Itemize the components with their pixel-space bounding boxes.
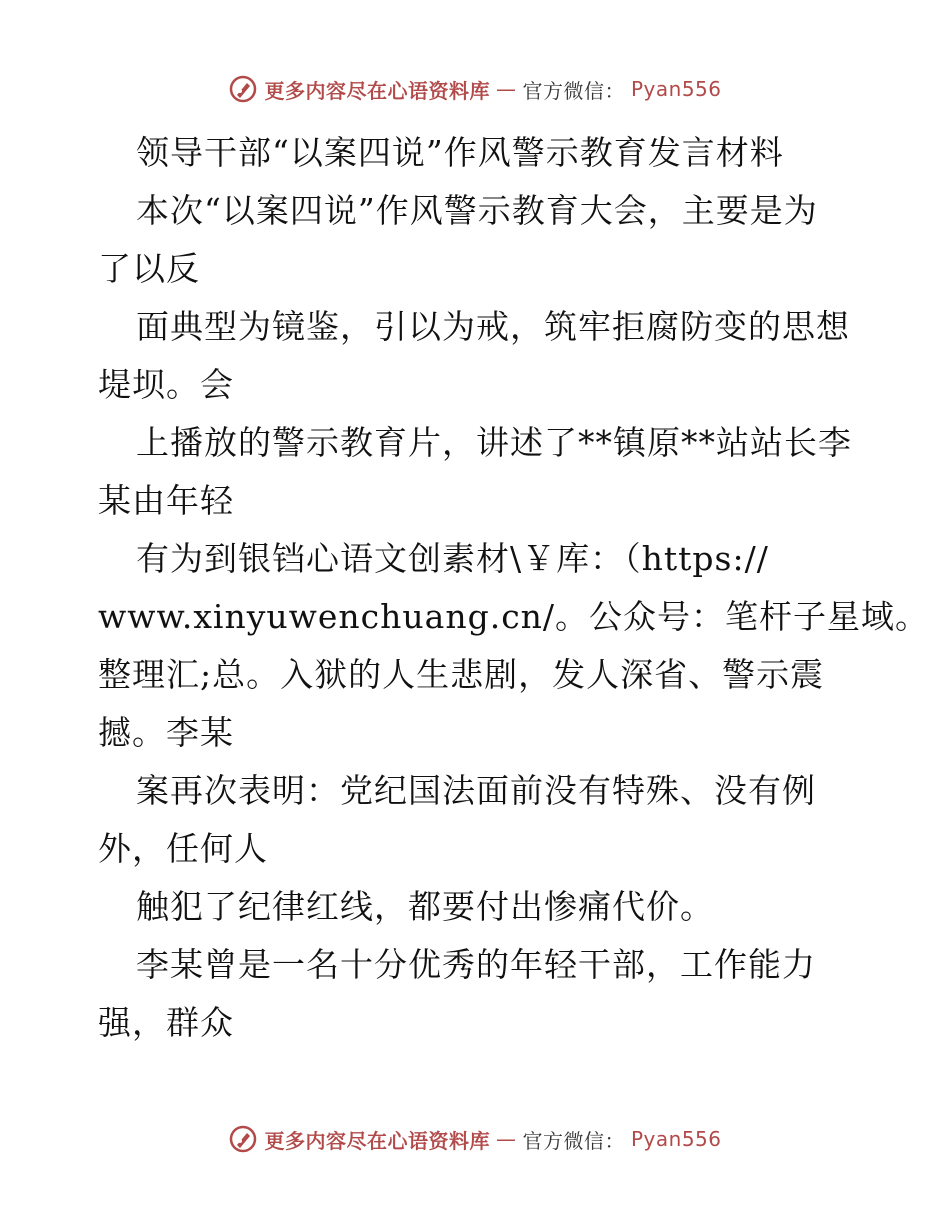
watermark-official-label: 官方微信： [522,1128,625,1153]
text-line: 有为到银铛心语文创素材\￥库：（https:// [136,539,769,578]
text-line: 撼。李某 [98,713,234,752]
document-body [98,124,930,1052]
text-line: 上播放的警示教育片，讲述了**镇原**站站长李 [136,423,852,462]
text-line: 整理汇;总。入狱的人生悲剧，发人深省、警示震 [98,655,825,694]
footer-watermark [0,1124,950,1154]
watermark-wechat-id: Pyan556 [630,77,722,101]
pen-circle-icon [228,1124,258,1154]
text-line: 强，群众 [98,1003,234,1042]
watermark-separator: — [495,77,517,101]
text-line: 李某曾是一名十分优秀的年轻干部，工作能力 [136,945,816,984]
text-line: 堤坝。会 [98,365,234,404]
text-line: www.xinyuwenchuang.cn/。公众号：笔杆子星域。 [98,597,930,636]
text-line: 了以反 [98,249,200,288]
watermark-title: 更多内容尽在心语资料库 [264,1128,490,1153]
watermark-wechat-id: Pyan556 [630,1127,722,1151]
pen-circle-icon [228,74,258,104]
document-title: 领导干部“以案四说”作风警示教育发言材料 [136,133,784,172]
watermark-official-label: 官方微信： [522,78,625,103]
text-line: 本次“以案四说”作风警示教育大会，主要是为 [136,191,818,230]
watermark-title: 更多内容尽在心语资料库 [264,78,490,103]
header-watermark [0,74,950,104]
text-line: 某由年轻 [98,481,234,520]
text-line: 案再次表明：党纪国法面前没有特殊、没有例 [136,771,816,810]
text-line: 外，任何人 [98,829,268,868]
text-line: 触犯了纪律红线，都要付出惨痛代价。 [136,887,714,926]
watermark-separator: — [495,1127,517,1151]
text-line: 面典型为镜鉴，引以为戒，筑牢拒腐防变的思想 [136,307,850,346]
